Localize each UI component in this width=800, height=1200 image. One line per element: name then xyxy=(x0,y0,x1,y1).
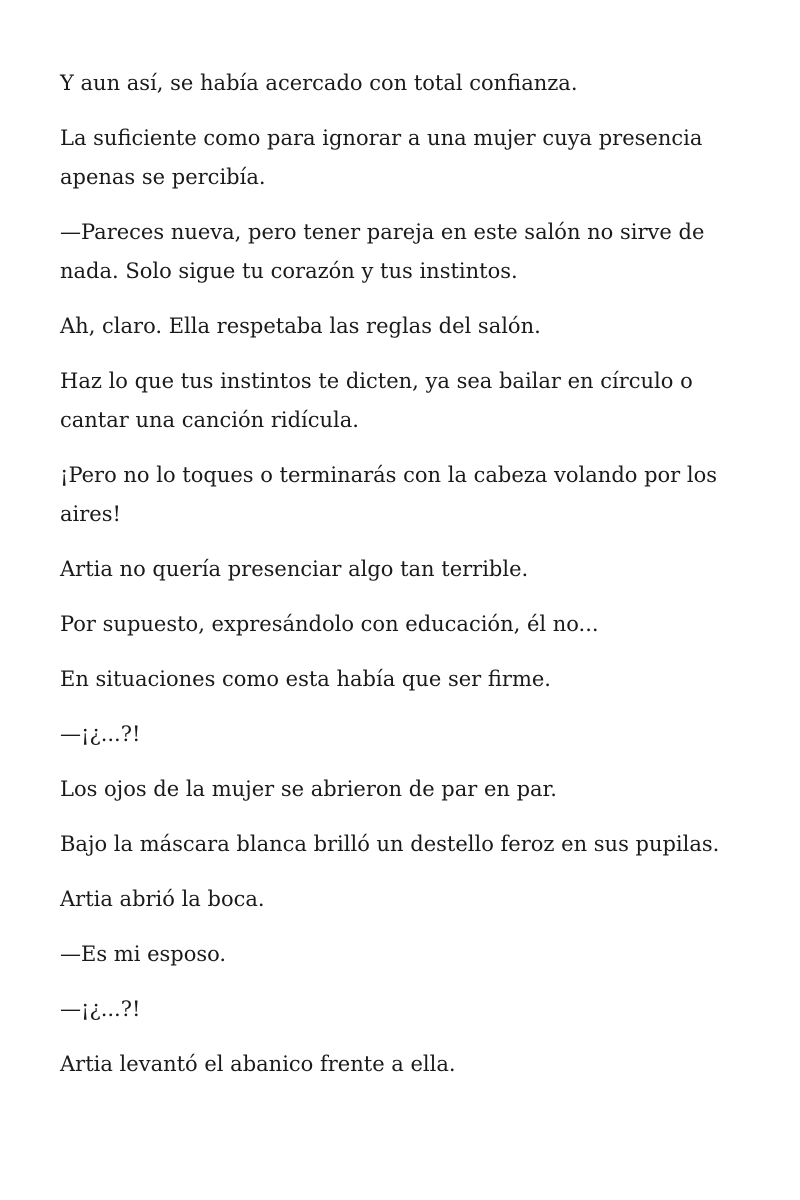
paragraph: La suficiente como para ignorar a una mujer cuya presencia apenas se percibía. xyxy=(60,126,703,189)
paragraph: Y aun así, se había acercado con total confianza. xyxy=(60,71,578,95)
paragraph: —Pareces nueva, pero tener pareja en este salón no sirve de nada. Solo sigue tu corazón y tus instintos. xyxy=(60,220,705,283)
paragraph: Bajo la máscara blanca brilló un destello feroz en sus pupilas. xyxy=(60,832,720,856)
document-page xyxy=(60,64,750,1100)
paragraph: En situaciones como esta había que ser firme. xyxy=(60,667,551,691)
paragraph: Ah, claro. Ella respetaba las reglas del salón. xyxy=(60,314,541,338)
paragraph: —¡¿...?! xyxy=(60,722,141,746)
paragraph: Los ojos de la mujer se abrieron de par en par. xyxy=(60,777,557,801)
paragraph: ¡Pero no lo toques o terminarás con la cabeza volando por los aires! xyxy=(60,463,718,526)
paragraph: Haz lo que tus instintos te dicten, ya sea bailar en círculo o cantar una canción ridícula. xyxy=(60,369,693,432)
paragraph: Artia levantó el abanico frente a ella. xyxy=(60,1052,456,1076)
paragraph: Artia abrió la boca. xyxy=(60,887,265,911)
paragraph: Artia no quería presenciar algo tan terrible. xyxy=(60,557,529,581)
paragraph: —¡¿...?! xyxy=(60,997,141,1021)
paragraph: Por supuesto, expresándolo con educación, él no... xyxy=(60,612,599,636)
paragraph: —Es mi esposo. xyxy=(60,942,227,966)
